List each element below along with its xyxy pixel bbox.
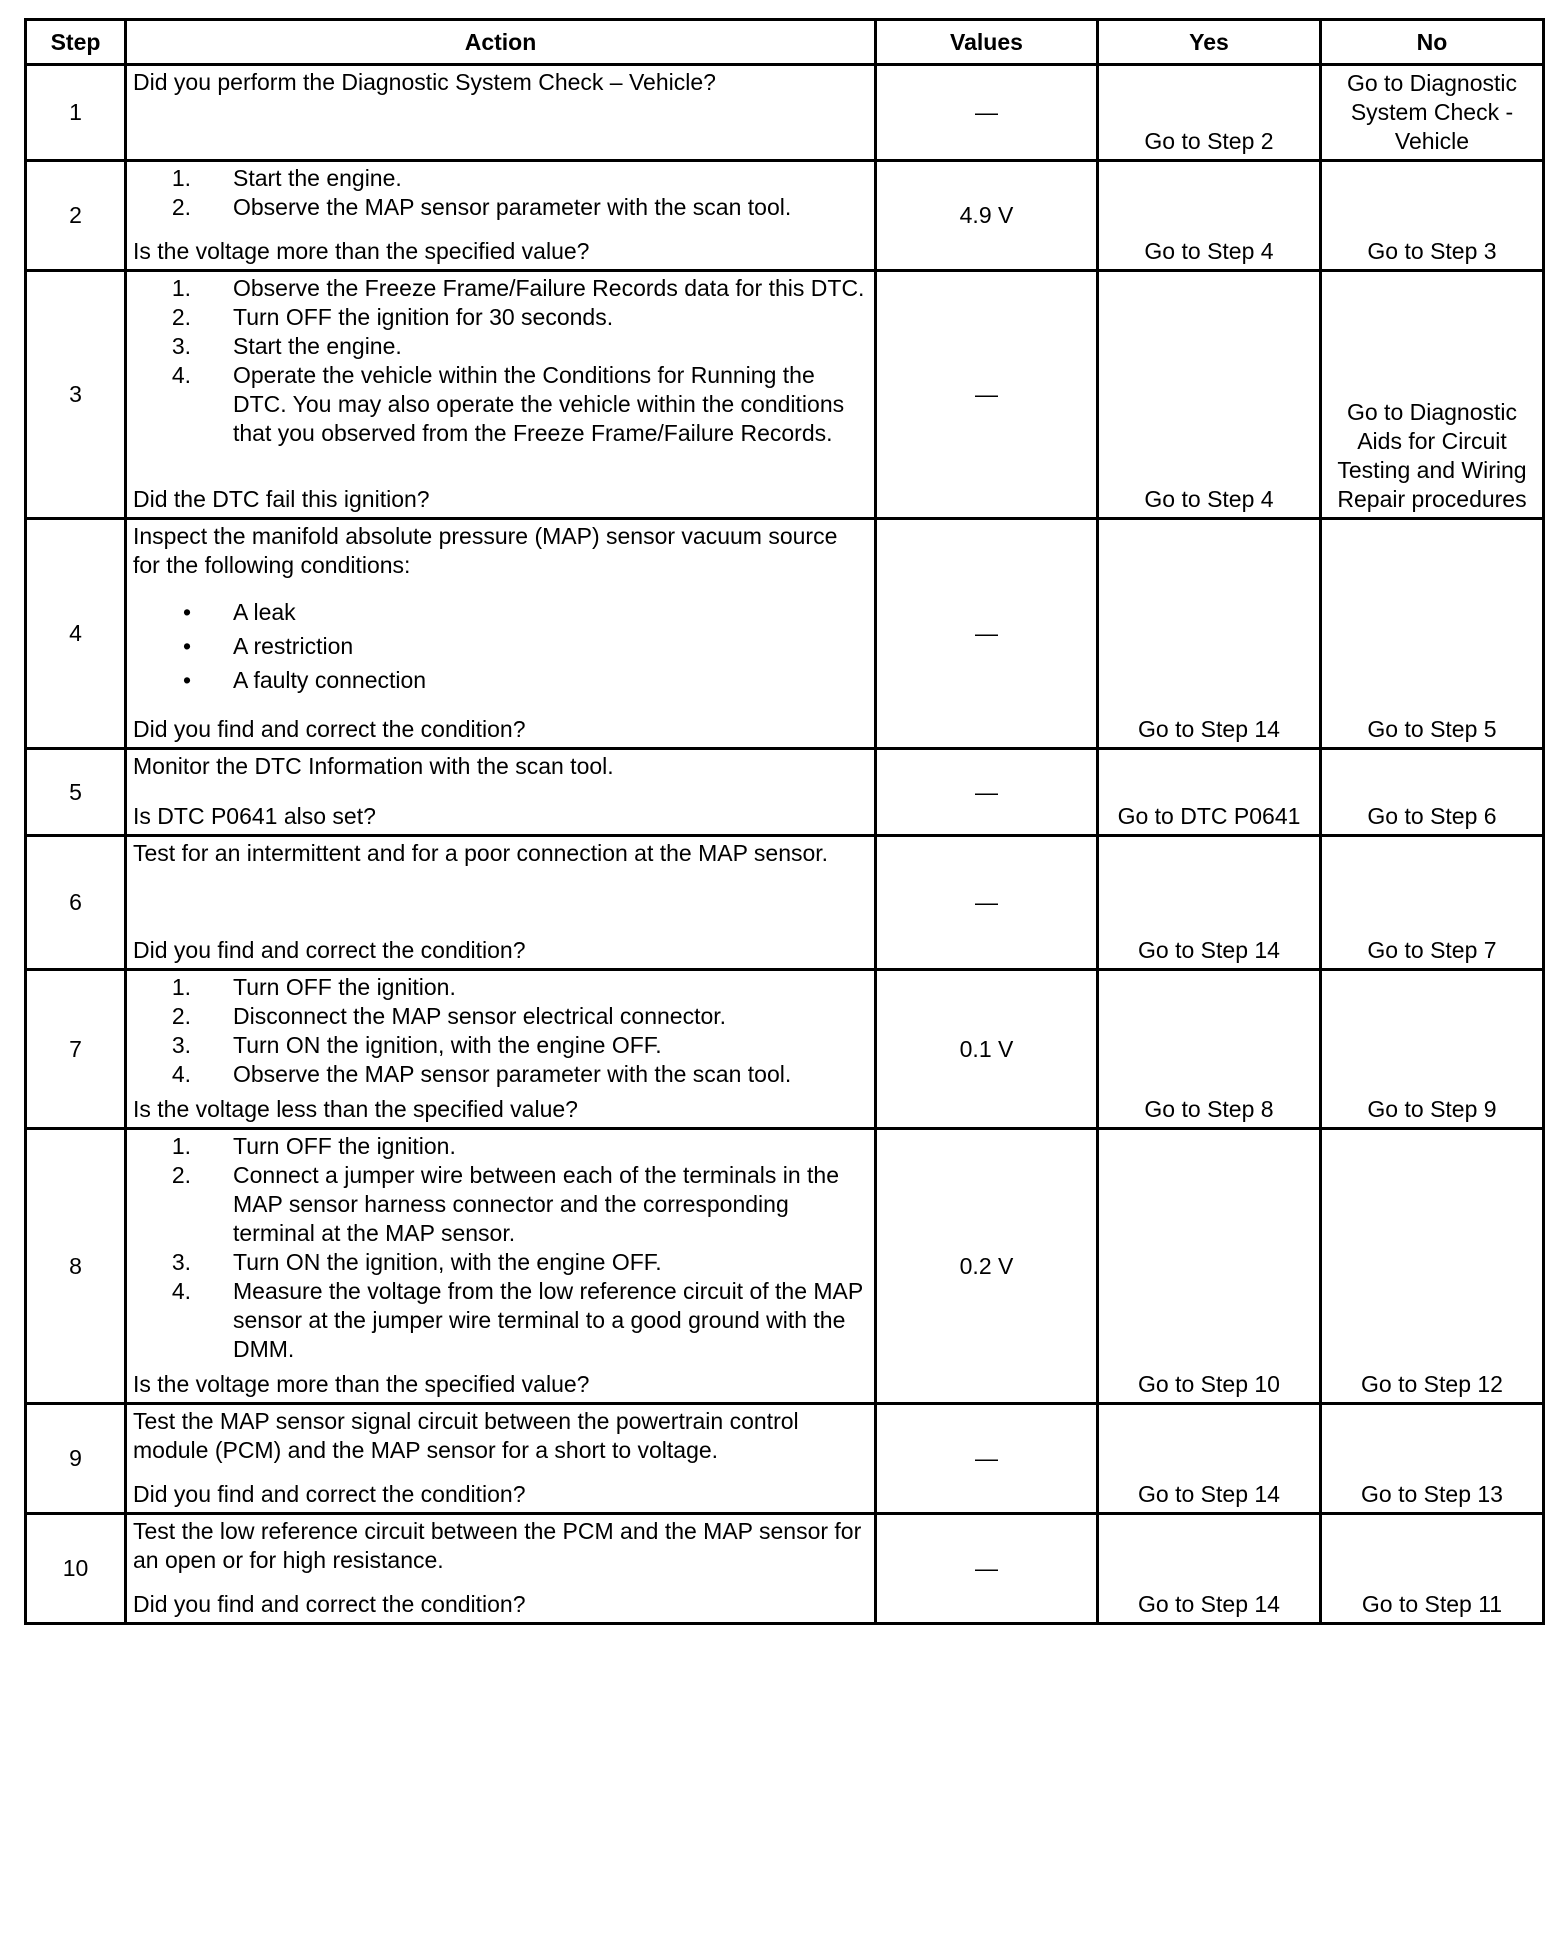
procedure-text: Connect a jumper wire between each of the terminals in the MAP sensor harness connector and the corresponding terminal at the MAP sensor. xyxy=(233,1162,839,1246)
action-cell xyxy=(126,65,876,161)
action-body xyxy=(133,274,870,448)
procedure-number: 3. xyxy=(171,333,191,359)
action-content xyxy=(133,164,870,266)
procedure-list xyxy=(133,164,870,222)
procedure-item xyxy=(133,164,870,193)
action-body xyxy=(133,68,870,97)
step-number: 7 xyxy=(26,970,126,1129)
procedure-text: Operate the vehicle within the Conditions for Running the DTC. You may also operate the vehicle within the conditions that you observed from the Freeze Frame/Failure Records. xyxy=(233,362,845,446)
table-row xyxy=(26,749,1544,836)
table-row xyxy=(26,1129,1544,1404)
action-intro: Did you perform the Diagnostic System Check – Vehicle? xyxy=(133,69,716,95)
action-cell xyxy=(126,271,876,519)
procedure-text: Turn ON the ignition, with the engine OFF. xyxy=(233,1032,662,1058)
action-question: Is DTC P0641 also set? xyxy=(133,803,376,829)
action-intro: Test the MAP sensor signal circuit between the powertrain control module (PCM) and the MAP sensor for a short to voltage. xyxy=(133,1408,799,1463)
action-question: Did you find and correct the condition? xyxy=(133,1591,526,1617)
procedure-item xyxy=(133,1132,870,1161)
procedure-item xyxy=(133,303,870,332)
no-result: Go to Step 5 xyxy=(1321,519,1544,749)
procedure-number: 1. xyxy=(171,165,191,191)
table-row xyxy=(26,161,1544,271)
action-content xyxy=(133,1517,870,1619)
specified-value: — xyxy=(876,836,1098,970)
procedure-item xyxy=(133,1277,870,1364)
header-row xyxy=(26,20,1544,65)
no-result: Go to Step 6 xyxy=(1321,749,1544,836)
step-number: 4 xyxy=(26,519,126,749)
step-number: 6 xyxy=(26,836,126,970)
procedure-item xyxy=(133,1248,870,1277)
procedure-number: 4. xyxy=(171,362,191,388)
yes-result: Go to Step 14 xyxy=(1098,836,1321,970)
table-row xyxy=(26,836,1544,970)
no-result: Go to Step 13 xyxy=(1321,1404,1544,1514)
procedure-text: Turn OFF the ignition. xyxy=(233,1133,456,1159)
yes-result: Go to Step 2 xyxy=(1098,65,1321,161)
no-result: Go to Diagnostic Aids for Circuit Testing and Wiring Repair procedures xyxy=(1321,271,1544,519)
table-row xyxy=(26,271,1544,519)
procedure-text: Disconnect the MAP sensor electrical connector. xyxy=(233,1003,727,1029)
action-question: Did the DTC fail this ignition? xyxy=(133,486,430,512)
step-number: 9 xyxy=(26,1404,126,1514)
yes-result: Go to Step 14 xyxy=(1098,1514,1321,1624)
action-question: Did you find and correct the condition? xyxy=(133,937,526,963)
header-no: No xyxy=(1321,20,1544,65)
action-body xyxy=(133,1132,870,1364)
table-row xyxy=(26,1514,1544,1624)
action-body xyxy=(133,973,870,1089)
header-action: Action xyxy=(126,20,876,65)
procedure-number: 2. xyxy=(171,194,191,220)
action-question: Is the voltage more than the specified value? xyxy=(133,1371,590,1397)
condition-text: A leak xyxy=(233,599,296,625)
table-row xyxy=(26,519,1544,749)
action-question: Did you find and correct the condition? xyxy=(133,716,526,742)
header-values: Values xyxy=(876,20,1098,65)
table-row xyxy=(26,970,1544,1129)
procedure-number: 3. xyxy=(171,1249,191,1275)
table-row xyxy=(26,65,1544,161)
action-content xyxy=(133,522,870,744)
specified-value: — xyxy=(876,65,1098,161)
diagnostic-table xyxy=(24,18,1545,1625)
step-number: 3 xyxy=(26,271,126,519)
yes-result: Go to Step 14 xyxy=(1098,1404,1321,1514)
procedure-item xyxy=(133,1161,870,1248)
step-number: 10 xyxy=(26,1514,126,1624)
condition-text: A faulty connection xyxy=(233,667,427,693)
specified-value: 4.9 V xyxy=(876,161,1098,271)
procedure-item xyxy=(133,332,870,361)
procedure-number: 1. xyxy=(171,1133,191,1159)
condition-list xyxy=(133,598,870,695)
procedure-item xyxy=(133,1060,870,1089)
action-body xyxy=(133,164,870,222)
action-body xyxy=(133,1407,870,1465)
action-content xyxy=(133,1407,870,1509)
action-cell xyxy=(126,749,876,836)
action-content xyxy=(133,1132,870,1399)
procedure-number: 4. xyxy=(171,1278,191,1304)
action-content xyxy=(133,68,870,156)
condition-item xyxy=(133,598,870,627)
procedure-item xyxy=(133,193,870,222)
yes-result: Go to Step 8 xyxy=(1098,970,1321,1129)
no-result: Go to Step 12 xyxy=(1321,1129,1544,1404)
specified-value: 0.1 V xyxy=(876,970,1098,1129)
no-result: Go to Step 3 xyxy=(1321,161,1544,271)
action-cell xyxy=(126,1404,876,1514)
no-result: Go to Step 11 xyxy=(1321,1514,1544,1624)
yes-result: Go to Step 10 xyxy=(1098,1129,1321,1404)
procedure-item xyxy=(133,973,870,1002)
procedure-text: Measure the voltage from the low reference circuit of the MAP sensor at the jumper wire terminal to a good ground with the DMM. xyxy=(233,1278,863,1362)
specified-value: — xyxy=(876,519,1098,749)
procedure-item xyxy=(133,1031,870,1060)
procedure-text: Observe the MAP sensor parameter with the scan tool. xyxy=(233,194,792,220)
yes-result: Go to Step 4 xyxy=(1098,271,1321,519)
header-step: Step xyxy=(26,20,126,65)
action-intro: Test the low reference circuit between the PCM and the MAP sensor for an open or for high resistance. xyxy=(133,1518,862,1573)
specified-value: 0.2 V xyxy=(876,1129,1098,1404)
procedure-number: 2. xyxy=(171,1162,191,1188)
action-body xyxy=(133,1517,870,1575)
action-content xyxy=(133,839,870,965)
no-result: Go to Step 7 xyxy=(1321,836,1544,970)
step-number: 2 xyxy=(26,161,126,271)
action-cell xyxy=(126,836,876,970)
specified-value: — xyxy=(876,1404,1098,1514)
condition-text: A restriction xyxy=(233,633,354,659)
specified-value: — xyxy=(876,1514,1098,1624)
procedure-text: Observe the Freeze Frame/Failure Records data for this DTC. xyxy=(233,275,865,301)
action-cell xyxy=(126,970,876,1129)
action-question: Is the voltage more than the specified value? xyxy=(133,238,590,264)
condition-item xyxy=(133,632,870,661)
action-content xyxy=(133,973,870,1124)
procedure-list xyxy=(133,973,870,1089)
procedure-number: 2. xyxy=(171,1003,191,1029)
procedure-list xyxy=(133,274,870,448)
action-question: Is the voltage less than the specified value? xyxy=(133,1096,578,1122)
procedure-number: 2. xyxy=(171,304,191,330)
action-body xyxy=(133,752,870,781)
procedure-text: Start the engine. xyxy=(233,165,402,191)
step-number: 8 xyxy=(26,1129,126,1404)
procedure-text: Turn OFF the ignition for 30 seconds. xyxy=(233,304,614,330)
condition-item xyxy=(133,666,870,695)
action-intro: Monitor the DTC Information with the scan tool. xyxy=(133,753,614,779)
step-number: 5 xyxy=(26,749,126,836)
action-cell xyxy=(126,161,876,271)
no-result: Go to Step 9 xyxy=(1321,970,1544,1129)
action-intro: Inspect the manifold absolute pressure (MAP) sensor vacuum source for the following conditions: xyxy=(133,523,838,578)
yes-result: Go to DTC P0641 xyxy=(1098,749,1321,836)
procedure-number: 1. xyxy=(171,275,191,301)
procedure-item xyxy=(133,274,870,303)
procedure-number: 3. xyxy=(171,1032,191,1058)
bullet-icon: • xyxy=(182,633,191,659)
procedure-item xyxy=(133,361,870,448)
action-content xyxy=(133,274,870,514)
bullet-icon: • xyxy=(182,599,191,625)
procedure-list xyxy=(133,1132,870,1364)
procedure-number: 4. xyxy=(171,1061,191,1087)
yes-result: Go to Step 4 xyxy=(1098,161,1321,271)
procedure-item xyxy=(133,1002,870,1031)
action-cell xyxy=(126,1129,876,1404)
action-content xyxy=(133,752,870,831)
specified-value: — xyxy=(876,271,1098,519)
action-cell xyxy=(126,1514,876,1624)
no-result: Go to Diagnostic System Check - Vehicle xyxy=(1321,65,1544,161)
specified-value: — xyxy=(876,749,1098,836)
procedure-number: 1. xyxy=(171,974,191,1000)
procedure-text: Start the engine. xyxy=(233,333,402,359)
procedure-text: Observe the MAP sensor parameter with the scan tool. xyxy=(233,1061,792,1087)
action-body xyxy=(133,522,870,709)
header-yes: Yes xyxy=(1098,20,1321,65)
action-cell xyxy=(126,519,876,749)
procedure-text: Turn OFF the ignition. xyxy=(233,974,456,1000)
action-question: Did you find and correct the condition? xyxy=(133,1481,526,1507)
action-body xyxy=(133,839,870,868)
step-number: 1 xyxy=(26,65,126,161)
table-row xyxy=(26,1404,1544,1514)
procedure-text: Turn ON the ignition, with the engine OFF. xyxy=(233,1249,662,1275)
action-intro: Test for an intermittent and for a poor connection at the MAP sensor. xyxy=(133,840,829,866)
yes-result: Go to Step 14 xyxy=(1098,519,1321,749)
bullet-icon: • xyxy=(182,667,191,693)
